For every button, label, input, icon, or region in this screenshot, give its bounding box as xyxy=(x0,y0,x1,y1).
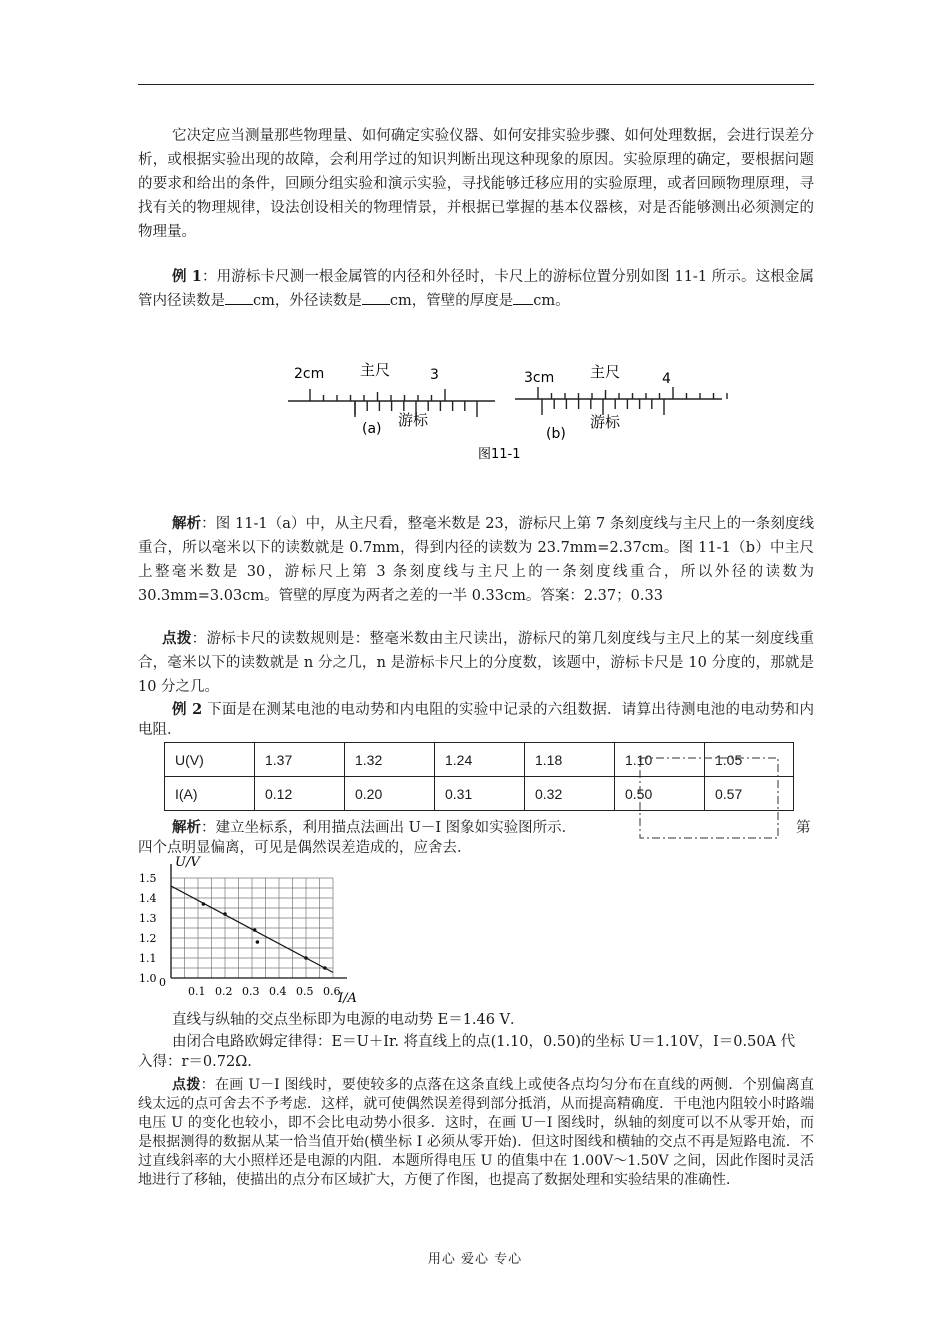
data-point xyxy=(256,940,260,944)
table-cell: 1.10 xyxy=(615,743,705,777)
data-point xyxy=(202,902,206,906)
analysis2-text1: ：建立坐标系，利用描点法画出 U－I 图象如实验图所示． xyxy=(201,820,577,836)
chart-ylabel: U/V xyxy=(175,855,200,870)
table-cell: U(V) xyxy=(165,743,255,777)
x-tick-label: 0 xyxy=(159,976,166,989)
result1-line: 直线与纵轴的交点坐标即为电源的电动势 E＝1.46 V． xyxy=(172,1012,525,1028)
example2-paragraph xyxy=(138,700,814,740)
y-tick-label: 1.1 xyxy=(139,952,157,965)
analysis2-label: 解析 xyxy=(172,819,201,836)
caliper-b-vernier-label: 游标 xyxy=(590,413,621,431)
answer-blank-3 xyxy=(513,290,533,305)
dashed-frame-outline xyxy=(640,758,778,838)
example1-unit1: cm，外径读数是 xyxy=(253,293,362,309)
ui-chart xyxy=(135,850,375,1010)
answer-blank-1 xyxy=(225,290,253,305)
example2-label: 例 2 xyxy=(172,701,203,718)
example1-text: ：用游标卡尺测一根金属管的内径和外径时，卡尺上的游标位置分别如图 11-1 所示。这根金属管内径读数是 xyxy=(138,269,814,309)
example2-text: 下面是在测某电池的电动势和内电阻的实验中记录的六组数据．请算出待测电池的电动势和内电阻． xyxy=(138,702,815,738)
analysis2-right-fragment: 第 xyxy=(796,820,811,836)
vernier-caliper-figure xyxy=(280,355,730,465)
chart-xlabel: I/A xyxy=(338,991,357,1006)
data-point xyxy=(223,912,227,916)
table-cell: 1.32 xyxy=(345,743,435,777)
x-tick-label: 0.6 xyxy=(323,985,341,998)
analysis1-text: ：图 11-1（a）中，从主尺看，整毫米数是 23，游标尺上第 7 条刻度线与主尺上的一条刻度线重合，所以毫米以下的读数就是 0.7mm，得到内径的读数为 23.7mm=2.37cm。图 11-1（b）中主尺上整毫米数是 30，游标尺上第 3 条刻度线与主尺上的一条刻度线重合，所以外径的读数为 30.3mm=3.03cm。管壁的厚度为两者之差的一半 0.33cm。答案：2.37；0.33 xyxy=(138,516,814,604)
example1-unit3: cm。 xyxy=(533,293,570,309)
caliper-a-main-label: 主尺 xyxy=(360,361,391,379)
example1-paragraph xyxy=(138,265,814,313)
caliper-a-right-number: 3 xyxy=(430,367,439,383)
table-cell: 1.37 xyxy=(255,743,345,777)
caliper-b-main-label: 主尺 xyxy=(590,363,621,381)
caliper-b-tag: (b) xyxy=(546,426,566,442)
table-cell: 0.57 xyxy=(705,777,794,811)
table-cell: 1.24 xyxy=(435,743,525,777)
table-cell: I(A) xyxy=(165,777,255,811)
tip2-paragraph xyxy=(138,1076,814,1190)
y-tick-label: 1.3 xyxy=(139,912,157,925)
dashed-placeholder-frame xyxy=(620,750,790,845)
table-cell: 0.12 xyxy=(255,777,345,811)
x-tick-label: 0.3 xyxy=(242,985,260,998)
example1-label: 例 1 xyxy=(172,268,202,285)
tip2-label: 点拨 xyxy=(172,1077,201,1093)
intro-paragraph: 它决定应当测量那些物理量、如何确定实验仪器、如何安排实验步骤、如何处理数据，会进行误差分析，或根据实验出现的故障，会利用学过的知识判断出现这种现象的原因。实验原理的确定，要根据问题的要求和给出的条件，回顾分组实验和演示实验，寻找能够迁移应用的实验原理，或者回顾物理原理，寻找有关的物理规律，设法创设相关的物理情景，并根据已掌握的基本仪器核，对是否能够测出必须测定的物理量。 xyxy=(138,128,814,240)
y-tick-label: 1.4 xyxy=(139,892,157,905)
data-point xyxy=(253,928,257,932)
chart-axes xyxy=(171,864,347,978)
chart-tick-labels xyxy=(139,872,341,998)
table-cell: 1.05 xyxy=(705,743,794,777)
figure-caption: 图11-1 xyxy=(478,447,521,462)
caliper-b-right-number: 4 xyxy=(662,371,671,387)
caliper-a xyxy=(288,389,495,417)
header-rule xyxy=(138,84,814,85)
caliper-a-left-number: 2cm xyxy=(294,366,325,382)
tip1-text: ：游标卡尺的读数规则是：整毫米数由主尺读出，游标尺的第几刻度线与主尺上的某一刻度线重合，毫米以下的读数就是 n 分之几，n 是游标卡尺上的分度数，该题中，游标卡尺是 10 分度的，那就是 10 分之几。 xyxy=(138,631,815,695)
x-tick-label: 0.2 xyxy=(215,985,233,998)
chart-grid xyxy=(171,878,333,978)
caliper-b-main-ticks xyxy=(538,387,727,399)
x-tick-label: 0.4 xyxy=(269,985,287,998)
y-tick-label: 1.0 xyxy=(139,972,157,985)
caliper-a-vernier-label: 游标 xyxy=(398,411,429,429)
x-tick-label: 0.5 xyxy=(296,985,314,998)
table-cell: 0.20 xyxy=(345,777,435,811)
result2-line2: 入得：r＝0.72Ω. xyxy=(138,1054,252,1070)
data-point xyxy=(323,966,327,970)
caliper-a-main-ticks xyxy=(310,389,445,401)
result2-line1: 由闭合电路欧姆定律得：E＝U＋Ir. 将直线上的点(1.10，0.50)的坐标 U＝1.10V，I＝0.50A 代 xyxy=(172,1034,796,1050)
analysis1-paragraph xyxy=(138,512,814,608)
analysis1-label: 解析 xyxy=(172,515,202,532)
tip2-text: ：在画 U－I 图线时，要使较多的点落在这条直线上或使各点均匀分布在直线的两侧．个别偏离直线太远的点可舍去不予考虑．这样，就可使偶然误差得到部分抵消，从而提高精确度．干电池内阻较小时路端电压 U 的变化也较小，即不会比电动势小很多．这时，在画 U－I 图线时，纵轴的刻度可以不从零开始，而是根据测得的数据从某一恰当值开始(横坐标 I 必须从零开始)．但这时图线和横轴的交点不再是短路电流．不过直线斜率的大小照样还是电源的内阻．本题所得电压 U 的值集中在 1.00V～1.50V 之间，因此作图时灵活地进行了移轴，使描出的点分布区域扩大，方便了作图，也提高了数据处理和实验结果的准确性． xyxy=(138,1077,814,1188)
y-tick-label: 1.5 xyxy=(139,872,157,885)
answer-blank-2 xyxy=(362,290,390,305)
page-footer: 用心 爱心 专心 xyxy=(427,1252,523,1267)
table-cell: 0.32 xyxy=(525,777,615,811)
table-cell: 1.18 xyxy=(525,743,615,777)
analysis2-line1 xyxy=(172,818,632,838)
caliper-a-tag: (a) xyxy=(362,421,382,437)
tip1-paragraph xyxy=(138,627,814,699)
x-tick-label: 0.1 xyxy=(188,985,206,998)
table-cell: 0.31 xyxy=(435,777,525,811)
caliper-b-left-number: 3cm xyxy=(524,370,555,386)
data-point xyxy=(304,956,308,960)
analysis2-line2: 四个点明显偏离，可见是偶然误差造成的，应舍去． xyxy=(138,840,472,856)
y-tick-label: 1.2 xyxy=(139,932,157,945)
table-cell: 0.50 xyxy=(615,777,705,811)
caliper-b xyxy=(515,387,727,415)
example1-unit2: cm，管壁的厚度是 xyxy=(389,293,514,309)
tip1-label: 点拨 xyxy=(162,630,192,647)
